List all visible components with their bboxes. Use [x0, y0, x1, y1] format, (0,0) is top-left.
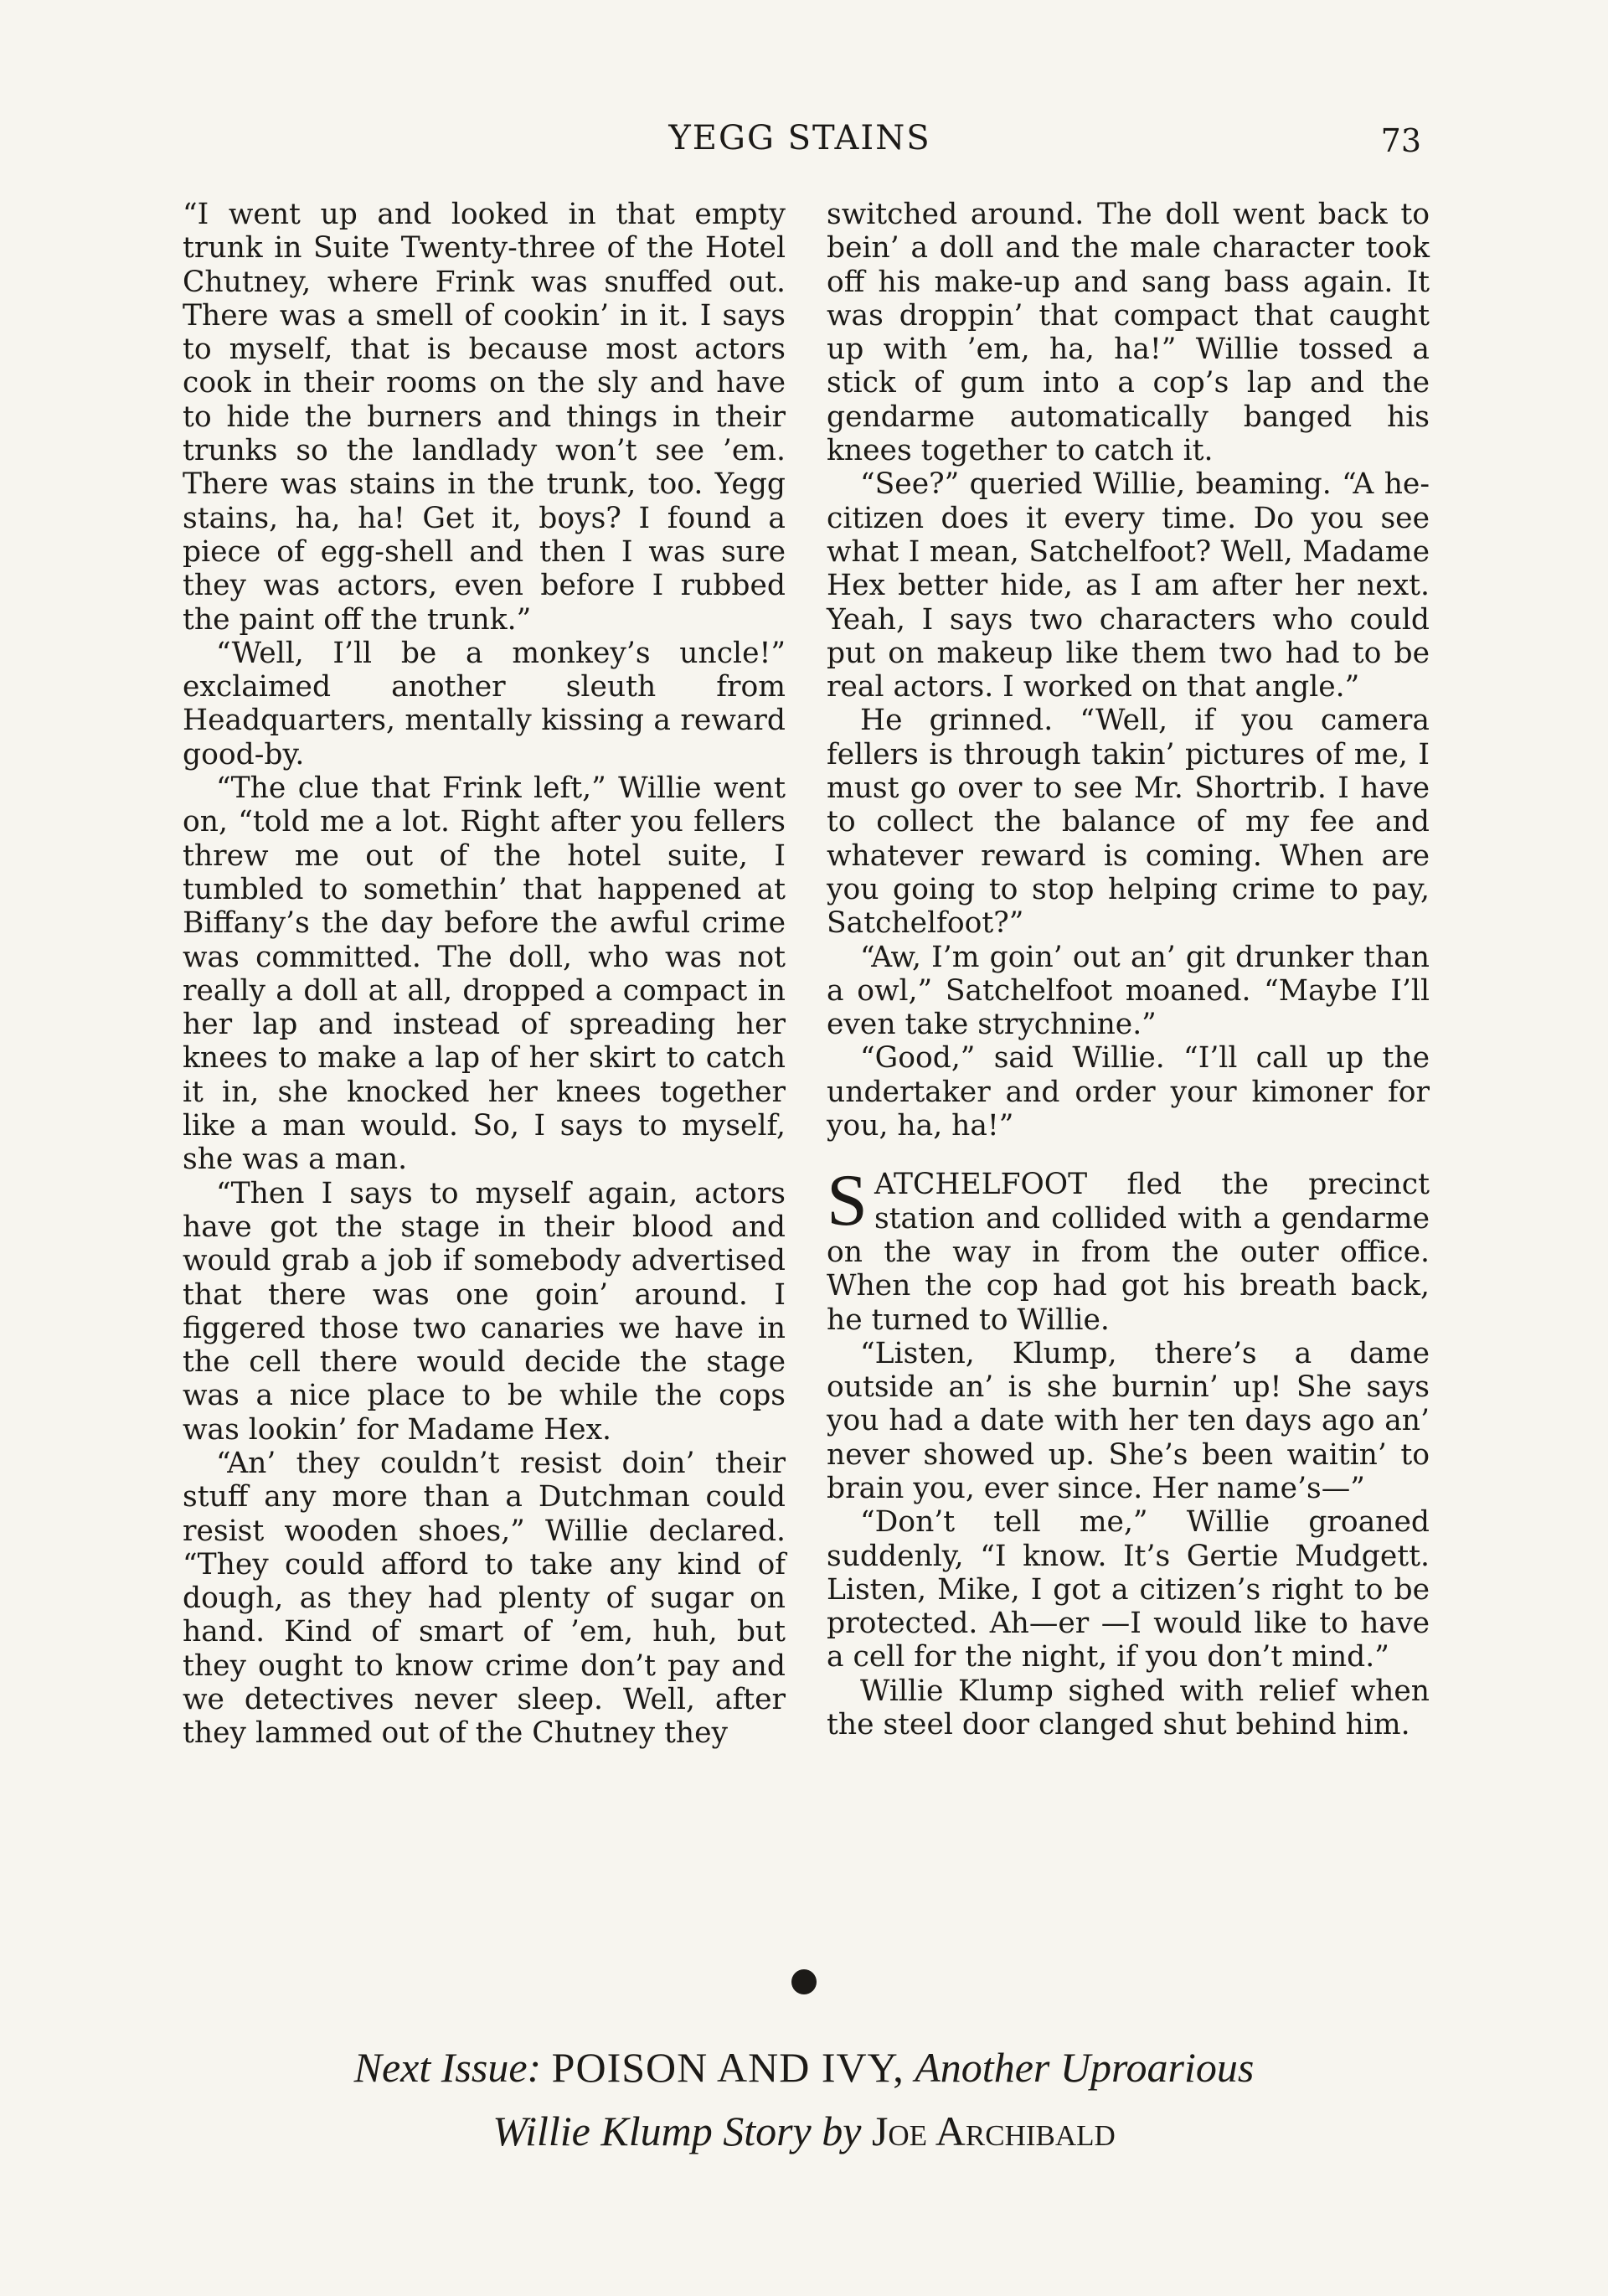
section-first-text: ATCHELFOOT fled the precinct station and collided with a gendarme on the way in from the outer office. When the cop had got his breath back, he turned to Willie.	[827, 1168, 1430, 1337]
running-head	[0, 117, 1608, 159]
paragraph: “Then I says to myself again, actors have got the stage in their blood and would grab a job if somebody advertised that there was one goin’ around. I figgered those two canaries we have in the cell there would decide the stage was a nice place to be while the cops was lookin’ for Madame Hex.	[183, 1176, 786, 1447]
next-issue-tagline-2: Willie Klump Story by	[492, 2108, 862, 2154]
paragraph: He grinned. “Well, if you camera fellers is through takin’ pictures of me, I must go over to see Mr. Shortrib. I have to collect the balance of my fee and whatever reward is coming. When are you going to stop helping crime to pay, Satchelfoot?”	[827, 704, 1430, 941]
paragraph: “The clue that Frink left,” Willie went on, “told me a lot. Right after you fellers threw me out of the hotel suite, I tumbled to somethin’ that happened at Biffany’s the day before the awful crime was committed. The doll, who was not really a doll at all, dropped a compact in her lap and instead of spreading her knees to make a lap of her skirt to catch it in, she knocked her knees together like a man would. So, I says to myself, she was a man.	[183, 771, 786, 1177]
paragraph: “Don’t tell me,” Willie groaned suddenly, “I know. It’s Gertie Mudgett. Listen, Mike, I got a citizen’s right to be protected. Ah—er —I would like to have a cell for the night, if you don’t mind.”	[827, 1505, 1430, 1674]
paragraph: “Good,” said Willie. “I’ll call up the undertaker and order your kimoner for you, ha, ha!”	[827, 1041, 1430, 1143]
end-bullet-icon	[791, 1969, 817, 1994]
paragraph: “Well, I’ll be a monkey’s uncle!” exclaimed another sleuth from Headquarters, mentally kissing a reward good-by.	[183, 636, 786, 771]
paragraph: “An’ they couldn’t resist doin’ their stuff any more than a Dutchman could resist wooden shoes,” Willie declared. “They could afford to take any kind of dough, as they had plenty of sugar on hand. Kind of smart of ’em, huh, but they ought to know crime don’t pay and we detectives never sleep. Well, after they lammed out of the Chutney they	[183, 1446, 786, 1751]
next-issue-lead: Next Issue:	[353, 2044, 542, 2091]
drop-cap: S	[827, 1160, 868, 1242]
author-name: Joe Archibald	[871, 2108, 1116, 2154]
paragraph: “I went up and looked in that empty trunk in Suite Twenty-three of the Hotel Chutney, where Frink was snuffed out. There was a smell of cookin’ in it. I says to myself, that is because most actors cook in their rooms on the sly and have to hide the burners and things in their trunks so the landlady won’t see ’em. There was stains in the trunk, too. Yegg stains, ha, ha! Get it, boys? I found a piece of egg-shell and then I was sure they was actors, even before I rubbed the paint off the trunk.”	[183, 198, 786, 637]
next-story-title: POISON AND IVY,	[551, 2044, 904, 2091]
section-first-paragraph	[827, 1160, 1430, 1337]
paragraph-continuation: switched around. The doll went back to bein’ a doll and the male character took off his make-up and sang bass again. It was droppin’ that compact that caught up with ’em, ha, ha!” Willie tossed a stick of gum into a cop’s lap and the gendarme automatically banged his knees together to catch it.	[827, 198, 1430, 468]
next-issue-tagline-1: Another Uproarious	[915, 2044, 1255, 2091]
paragraph: “See?” queried Willie, beaming. “A he-citizen does it every time. Do you see what I mean, Satchelfoot? Well, Madame Hex better hide, as I am after her next. Yeah, I says two characters who could put on makeup like them two had to be real actors. I worked on that angle.”	[827, 467, 1430, 704]
next-issue-promo	[0, 2035, 1608, 2163]
next-issue-line-1	[0, 2035, 1608, 2099]
right-column	[827, 198, 1430, 1741]
paragraph: “Listen, Klump, there’s a dame outside an’ is she burnin’ up! She says you had a date with her ten days ago an’ never showed up. She’s been waitin’ to brain you, ever since. Her name’s—”	[827, 1336, 1430, 1505]
paragraph: Willie Klump sighed with relief when the steel door clanged shut behind him.	[827, 1674, 1430, 1742]
page-number: 73	[1380, 122, 1421, 159]
running-title: YEGG STAINS	[668, 119, 931, 157]
left-column	[183, 198, 786, 1751]
next-issue-line-2	[0, 2099, 1608, 2163]
paragraph: “Aw, I’m goin’ out an’ git drunker than a owl,” Satchelfoot moaned. “Maybe I’ll even take strychnine.”	[827, 940, 1430, 1042]
